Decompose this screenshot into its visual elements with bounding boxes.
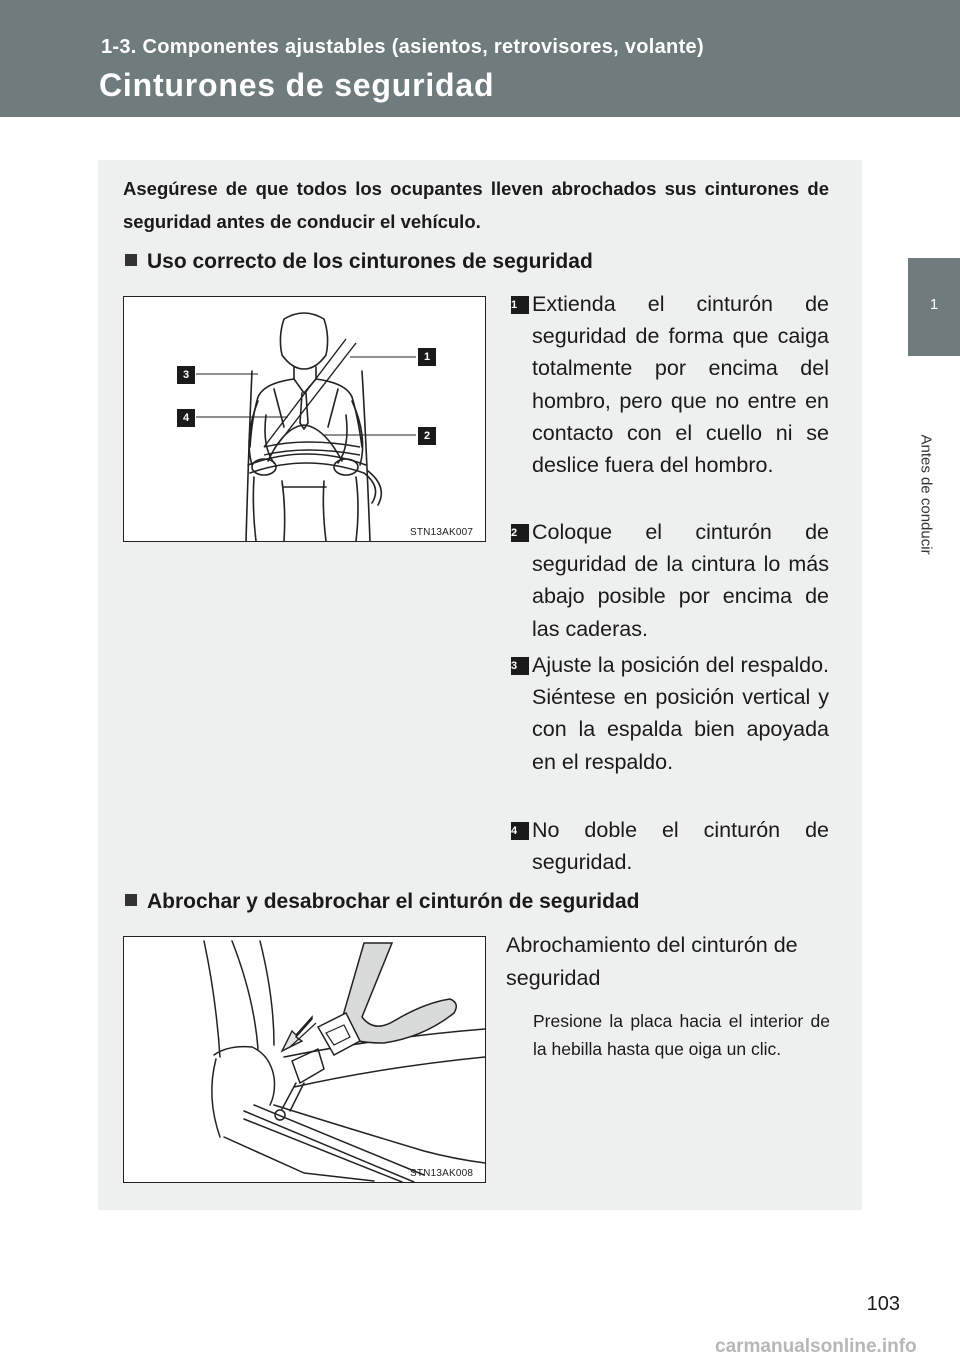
figure-callout-3: 3 [177,366,195,384]
figure-code: STN13AK007 [410,527,474,538]
section-breadcrumb: 1-3. Componentes ajustables (asientos, retrovisores, volante) [101,36,704,58]
figure-callout-4: 4 [177,409,195,427]
item-badge-1: 1 [511,296,529,314]
chapter-tab[interactable] [908,258,960,356]
item-text-1: Extienda el cinturón de seguridad de forma que caiga totalmente por encima del hombro, pero que no entre en contacto con el cuello ni se deslice fuera del hombro. [532,292,829,478]
buckle-subtitle: Abrochamiento del cinturón de seguridad [506,933,798,990]
section1-heading-text: Uso correcto de los cinturones de seguridad [147,250,593,273]
instruction-item-3 [511,649,829,778]
instruction-item-1 [511,288,829,481]
section2-heading-text: Abrochar y desabrochar el cinturón de seguridad [147,890,640,913]
page-number: 103 [866,1293,900,1315]
item-badge-2: 2 [511,524,529,542]
buckle-illustration [124,937,485,1182]
seatbelt-posture-figure [123,296,486,542]
item-text-3: Ajuste la posición del respaldo. Siéntese en posición vertical y con la espalda bien apoyada en el respaldo. [532,653,829,774]
buckle-instructions: Presione la placa hacia el interior de la hebilla hasta que oiga un clic. [533,1011,830,1059]
item-text-2: Coloque el cinturón de seguridad de la cintura lo más abajo posible por encima de las caderas. [532,520,829,641]
watermark: carmanualsonline.info [715,1336,917,1357]
figure-code: STN13AK008 [410,1168,474,1179]
section1-heading [125,250,593,274]
chapter-label: Antes de conducir [917,434,935,555]
section2-heading [125,890,639,914]
bullet-square-icon [125,894,137,906]
figure-callout-2: 2 [418,427,436,445]
item-badge-4: 4 [511,822,529,840]
item-text-4: No doble el cinturón de seguridad. [532,818,829,875]
chapter-number: 1 [929,296,939,313]
instruction-item-2 [511,516,829,645]
instruction-item-4 [511,814,829,878]
buckle-figure [123,936,486,1183]
item-badge-3: 3 [511,657,529,675]
figure-callout-1: 1 [418,348,436,366]
page-header [0,0,960,117]
page-title: Cinturones de seguridad [99,67,495,103]
intro-text: Asegúrese de que todos los ocupantes lleven abrochados sus cinturones de seguridad antes de conducir el vehículo. [123,178,829,232]
bullet-square-icon [125,254,137,266]
